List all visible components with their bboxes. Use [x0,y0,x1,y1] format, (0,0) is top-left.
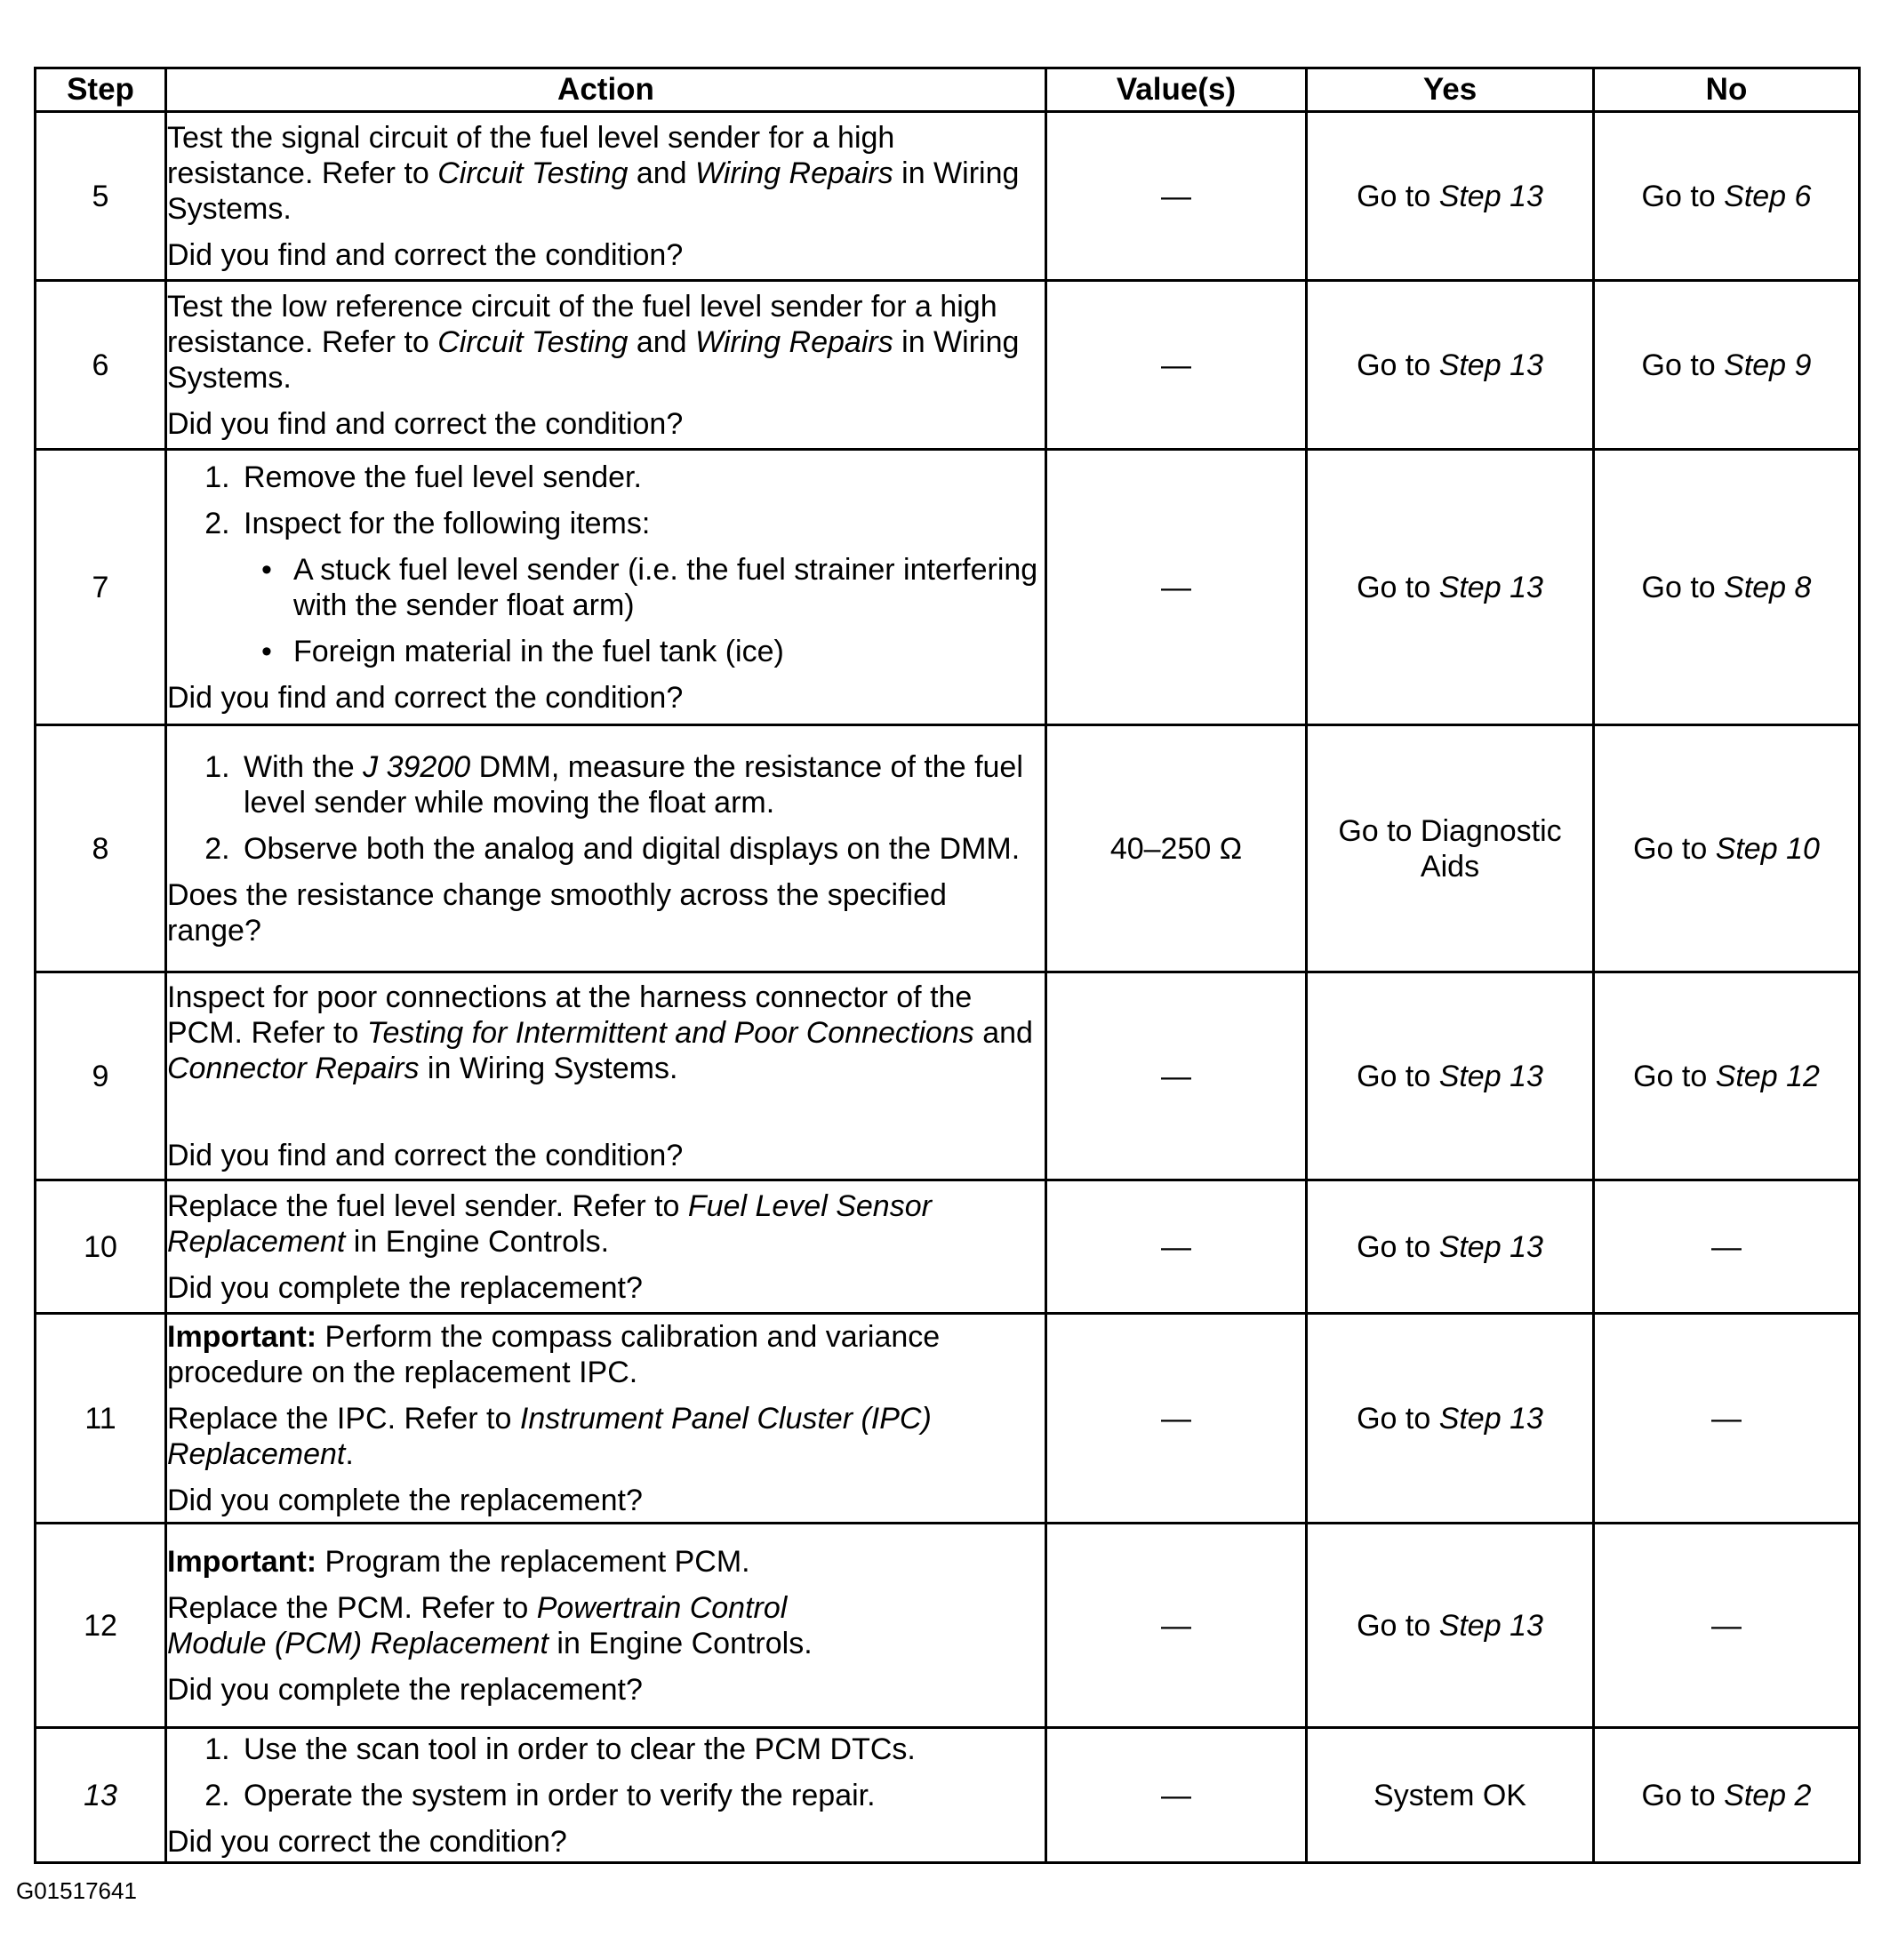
yes-cell: Go to Step 13 [1307,281,1594,450]
table-row [36,112,1860,281]
yes-cell: Go to Diagnostic Aids [1307,725,1594,972]
no-cell: — [1594,1524,1860,1728]
table-row [36,281,1860,450]
value-cell: — [1046,1314,1307,1524]
value-cell: — [1046,1728,1307,1863]
step-number: 7 [36,450,166,725]
question-text: Did you complete the replacement? [167,1672,643,1707]
value-cell: — [1046,1180,1307,1314]
no-cell: — [1594,1314,1860,1524]
no-cell: — [1594,1180,1860,1314]
table-row [36,450,1860,725]
list-item: 1. With the J 39200 DMM, measure the resistance of the fuel level sender while moving the float arm. [238,749,1045,820]
step-number: 8 [36,725,166,972]
step-number: 13 [36,1728,166,1863]
step-number: 12 [36,1524,166,1728]
question-text: Did you find and correct the condition? [167,237,684,272]
question-text: Does the resistance change smoothly across the specified range? [167,877,947,948]
value-cell: — [1046,1524,1307,1728]
no-cell: Go to Step 6 [1594,112,1860,281]
no-cell: Go to Step 8 [1594,450,1860,725]
value-cell: — [1046,281,1307,450]
list-item: 1. Use the scan tool in order to clear the PCM DTCs. [238,1732,1045,1767]
table-row [36,1180,1860,1314]
header-values: Value(s) [1046,68,1307,112]
action-text: Inspect for poor connections at the harness connector of the PCM. Refer to Testing for Intermittent and Poor Connections and Connector Repairs in Wiring Systems. [167,980,1033,1085]
action-cell [166,1314,1046,1524]
action-cell [166,972,1046,1180]
no-cell: Go to Step 2 [1594,1728,1860,1863]
question-text: Did you correct the condition? [167,1824,567,1859]
action-cell [166,281,1046,450]
bullet-list [244,552,1045,669]
important-note: Important: Perform the compass calibration and variance procedure on the replacement IPC. [167,1319,941,1389]
value-cell: — [1046,972,1307,1180]
action-cell [166,112,1046,281]
action-text: Test the low reference circuit of the fuel level sender for a high resistance. Refer to Circuit Testing and Wiring Repairs in Wiring Systems. [167,289,1020,395]
yes-cell: System OK [1307,1728,1594,1863]
value-cell: — [1046,112,1307,281]
yes-cell: Go to Step 13 [1307,112,1594,281]
important-note: Important: Program the replacement PCM. [167,1544,750,1579]
header-row [36,68,1860,112]
step-number: 5 [36,112,166,281]
table-row [36,1314,1860,1524]
step-number: 11 [36,1314,166,1524]
bullet-item: • Foreign material in the fuel tank (ice) [288,634,1045,669]
header-no: No [1594,68,1860,112]
list-item: 1. Remove the fuel level sender. [238,460,1045,495]
action-cell [166,1728,1046,1863]
action-text: Test the signal circuit of the fuel level sender for a high resistance. Refer to Circuit Testing and Wiring Repairs in Wiring Systems. [167,120,1020,226]
yes-cell: Go to Step 13 [1307,1314,1594,1524]
step-number: 6 [36,281,166,450]
value-cell: 40–250 Ω [1046,725,1307,972]
list-item: 2. Operate the system in order to verify the repair. [238,1778,1045,1813]
action-cell [166,450,1046,725]
table-row [36,1728,1860,1863]
list-item: 2. Observe both the analog and digital displays on the DMM. [238,831,1045,867]
action-text: Replace the PCM. Refer to Powertrain Control Module (PCM) Replacement in Engine Controls. [167,1590,813,1660]
no-cell: Go to Step 10 [1594,725,1860,972]
table-row [36,972,1860,1180]
list-item: 2. Inspect for the following items: • A stuck fuel level sender (i.e. the fuel strainer interfering with the sender float arm) • Foreign material in the fuel tank (ice) [238,506,1045,669]
diagnostic-table [34,67,1861,1864]
question-text: Did you complete the replacement? [167,1483,643,1517]
table-row [36,725,1860,972]
header-action: Action [166,68,1046,112]
action-text: Replace the fuel level sender. Refer to Fuel Level Sensor Replacement in Engine Controls. [167,1188,932,1259]
question-text: Did you complete the replacement? [167,1270,643,1305]
action-cell [166,1180,1046,1314]
action-cell [166,1524,1046,1728]
yes-cell: Go to Step 13 [1307,450,1594,725]
bullet-item: • A stuck fuel level sender (i.e. the fuel strainer interfering with the sender float arm) [288,552,1045,623]
no-cell: Go to Step 9 [1594,281,1860,450]
no-cell: Go to Step 12 [1594,972,1860,1180]
action-list [167,749,1045,867]
yes-cell: Go to Step 13 [1307,972,1594,1180]
header-step: Step [36,68,166,112]
yes-cell: Go to Step 13 [1307,1180,1594,1314]
action-text: Replace the IPC. Refer to Instrument Panel Cluster (IPC) Replacement. [167,1401,932,1471]
question-text: Did you find and correct the condition? [167,680,684,715]
table-row [36,1524,1860,1728]
step-number: 10 [36,1180,166,1314]
yes-cell: Go to Step 13 [1307,1524,1594,1728]
action-cell [166,725,1046,972]
action-list [167,1732,1045,1813]
figure-id: G01517641 [16,1877,137,1904]
question-text: Did you find and correct the condition? [167,406,684,441]
step-number: 9 [36,972,166,1180]
header-yes: Yes [1307,68,1594,112]
action-list [167,460,1045,669]
question-text: Did you find and correct the condition? [167,1138,684,1172]
value-cell: — [1046,450,1307,725]
